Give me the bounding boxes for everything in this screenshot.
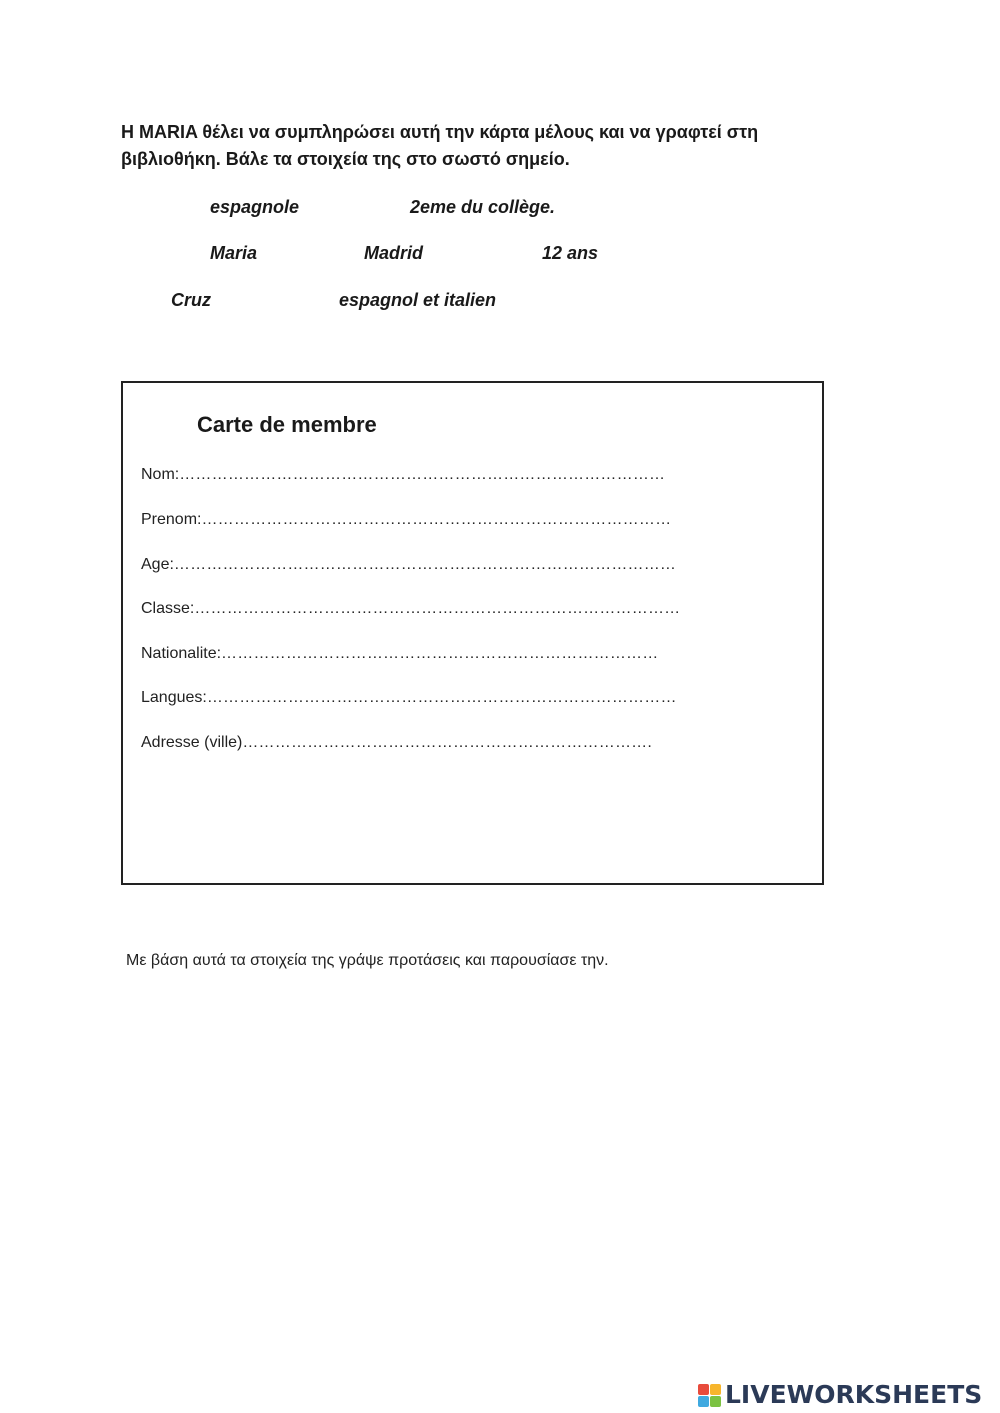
field-adresse-blank[interactable]: ………………………………………………………………….: [242, 734, 653, 751]
field-age-blank[interactable]: …………………………………………………………………………………: [173, 556, 677, 573]
field-nom[interactable]: [141, 465, 665, 485]
field-nom-label: Nom:: [141, 466, 180, 483]
field-classe[interactable]: [141, 599, 680, 619]
instructions-line-2: βιβλιοθήκη. Βάλε τα στοιχεία της στο σωστό σημείο.: [121, 149, 570, 169]
word-classe[interactable]: 2eme du collège.: [410, 197, 556, 217]
field-prenom[interactable]: [141, 510, 671, 530]
field-nationalite-blank[interactable]: ………………………………………………………………………: [221, 645, 659, 662]
word-espagnole[interactable]: espagnole: [210, 197, 300, 217]
instructions-line-1: Η MARIA θέλει να συμπληρώσει αυτή την κάρτα μέλους και να γραφτεί στη: [121, 122, 759, 142]
field-nom-blank[interactable]: ………………………………………………………………………………: [179, 466, 666, 483]
word-cruz[interactable]: Cruz: [171, 290, 211, 310]
membership-card: [121, 381, 824, 885]
field-age-label: Age:: [141, 556, 174, 573]
instructions: [121, 119, 881, 173]
card-title: Carte de membre: [197, 412, 377, 437]
liveworksheets-brand[interactable]: [698, 1378, 982, 1412]
word-langues[interactable]: espagnol et italien: [339, 290, 497, 310]
liveworksheets-logo-icon: [698, 1384, 721, 1407]
field-classe-blank[interactable]: ………………………………………………………………………………: [194, 600, 681, 617]
field-age[interactable]: [141, 555, 676, 575]
field-adresse[interactable]: [141, 733, 652, 753]
bottom-prompt: Με βάση αυτά τα στοιχεία της γράψε προτάσεις και παρουσίασε την.: [126, 952, 609, 969]
word-maria[interactable]: Maria: [210, 243, 258, 263]
field-nationalite[interactable]: [141, 644, 658, 664]
logo-cell: [698, 1384, 709, 1395]
field-langues-label: Langues:: [141, 689, 207, 706]
logo-cell: [698, 1396, 709, 1407]
field-nationalite-label: Nationalite:: [141, 645, 222, 662]
word-age[interactable]: 12 ans: [542, 243, 599, 263]
field-classe-label: Classe:: [141, 600, 195, 617]
logo-cell: [710, 1384, 721, 1395]
word-madrid[interactable]: Madrid: [364, 243, 424, 263]
field-adresse-label: Adresse (ville): [141, 734, 243, 751]
field-prenom-blank[interactable]: ……………………………………………………………………………: [201, 511, 672, 528]
brand-name: LIVEWORKSHEETS: [725, 1380, 983, 1409]
field-prenom-label: Prenom:: [141, 511, 202, 528]
field-langues-blank[interactable]: ……………………………………………………………………………: [206, 689, 677, 706]
field-langues[interactable]: [141, 688, 677, 708]
logo-cell: [710, 1396, 721, 1407]
